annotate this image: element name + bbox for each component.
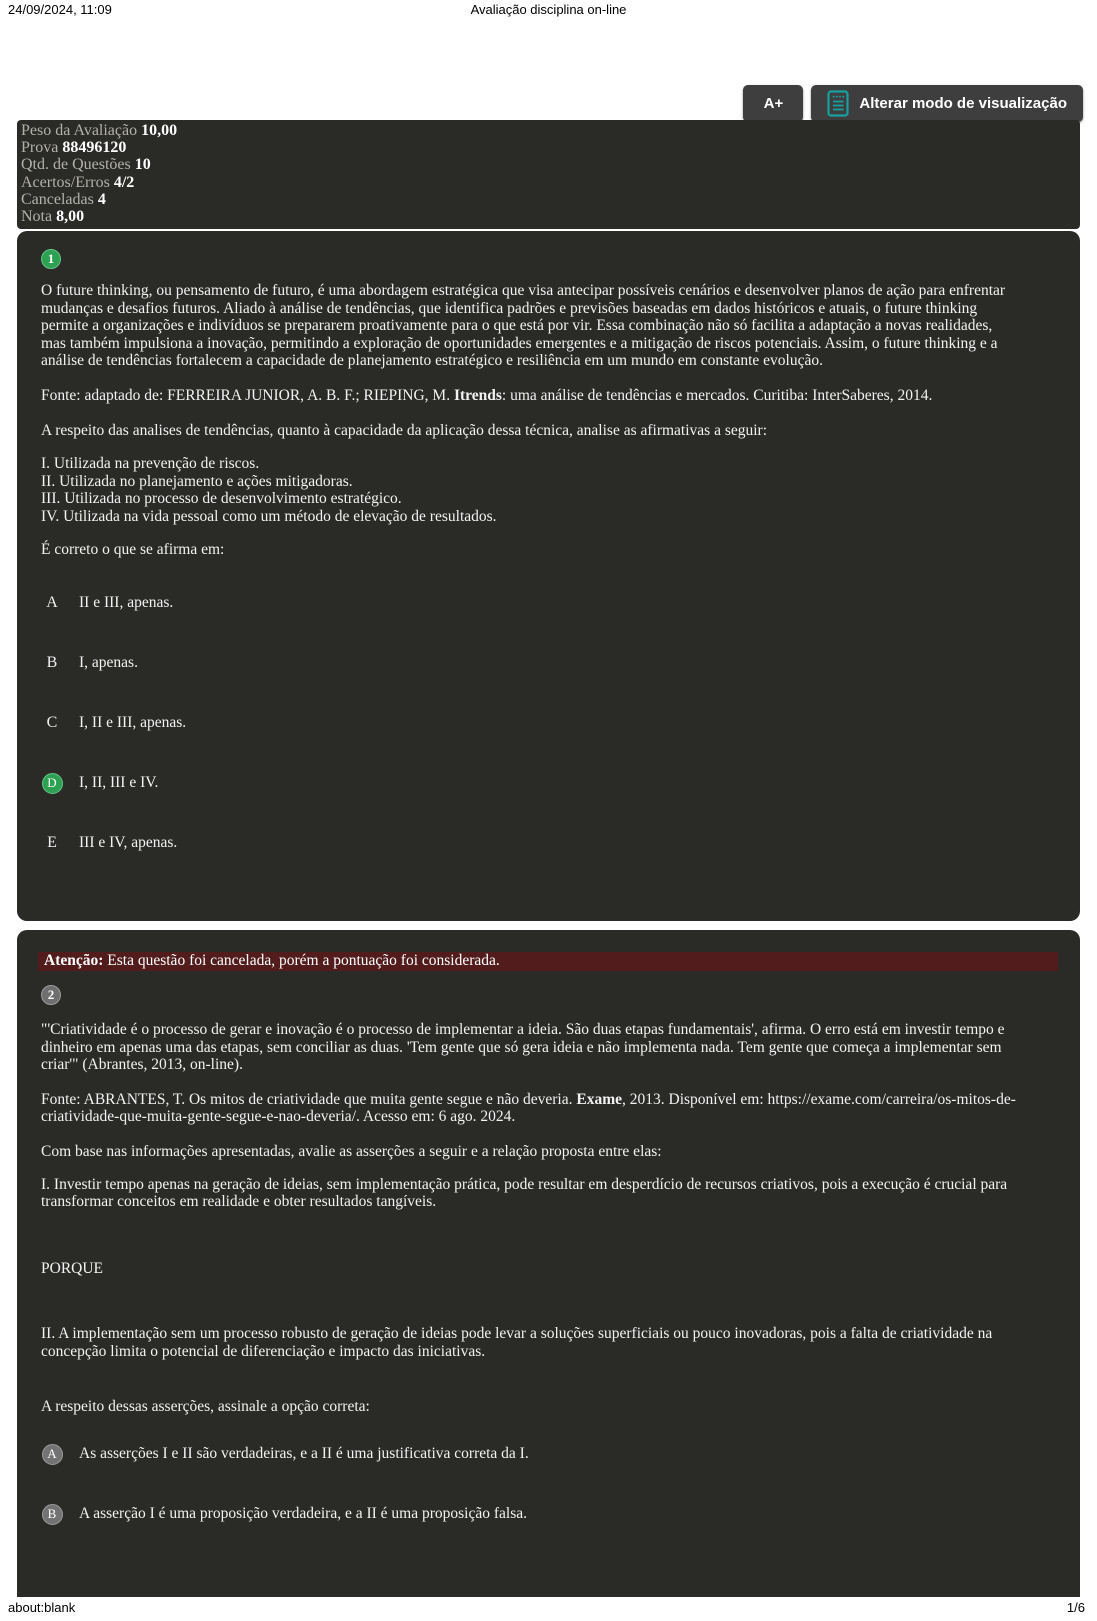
summary-label: Peso da Avaliação (21, 122, 138, 139)
question-1-closing: É correto o que se afirma em: (41, 540, 225, 558)
option-b[interactable] (41, 652, 1020, 674)
summary-row (21, 208, 1072, 225)
summary-label: Prova (21, 139, 59, 157)
option-text: III e IV, apenas. (79, 834, 178, 852)
summary-row (21, 122, 1072, 139)
option-letter: C (46, 714, 58, 732)
summary-label: Qtd. de Questões (21, 156, 131, 174)
footer-url: about:blank (8, 1600, 76, 1615)
question-1-intro: O future thinking, ou pensamento de futuro, é uma abordagem estratégica que visa antecipar possíveis cenários e desenvolver planos de ação para enfrentar mudanças e desafios futuros. Aliado à análise de tendências, que identifica padrões e previsões baseadas em dados históricos e atuais, o future thinking permite a organizações e indivíduos se prepararem proativamente para o que está por vir. Essa combinação não só facilita a adaptação a novas realidades, mas também impulsiona a inovação, permitindo a exploração de oportunidades emergentes e a mitigação de riscos potenciais. Assim, o future thinking e a análise de tendências fortalecem a capacidade de planejamento estratégico e resiliência em um mundo em constante evolução. (41, 282, 1006, 370)
summary-value: 8,00 (56, 208, 85, 226)
option-text: II e III, apenas. (79, 594, 174, 612)
cancelled-question-notice (38, 952, 1058, 971)
question-2-prompt: Com base nas informações apresentadas, avalie as asserções a seguir e a relação proposta entre elas: (41, 1142, 662, 1160)
option-text: As asserções I e II são verdadeiras, e a II é uma justificativa correta da I. (79, 1445, 529, 1463)
option-letter: A (46, 594, 58, 612)
option-d-selected[interactable] (41, 772, 1020, 794)
source-text: Fonte: ABRANTES, T. Os mitos de criatividade que muita gente segue e não deveria. (41, 1090, 577, 1108)
selected-answer-badge: D (42, 773, 63, 794)
document-list-icon (827, 90, 849, 117)
assertion-connector: PORQUE (41, 1259, 104, 1277)
source-text: : uma análise de tendências e mercados. Curitiba: InterSaberes, 2014. (501, 386, 933, 404)
print-footer (0, 1600, 1097, 1618)
source-title-bold: Itrends (453, 386, 502, 404)
notice-text: Esta questão foi cancelada, porém a pontuação foi considerada. (103, 952, 500, 969)
print-title: Avaliação disciplina on-line (470, 2, 627, 17)
question-2-closing: A respeito dessas asserções, assinale a opção correta: (41, 1397, 370, 1415)
summary-label: Acertos/Erros (21, 173, 110, 191)
print-header (0, 2, 1097, 20)
source-text: , 2013. Disponível em: https://exame.com/carreira/os-mitos-de-criatividade-que-muita-gente-segue-e-nao-deveria/. Acesso em: 6 ago. 2024. (41, 1090, 1016, 1126)
statement-item: III. Utilizada no processo de desenvolvimento estratégico. (41, 490, 402, 508)
question-2-options (41, 1443, 1020, 1525)
summary-label: Canceladas (21, 190, 94, 208)
source-text: Fonte: adaptado de: FERREIRA JUNIOR, A. B. F.; RIEPING, M. (41, 386, 454, 404)
option-badge: A (42, 1444, 63, 1465)
option-letter: B (46, 654, 58, 672)
option-e[interactable] (41, 832, 1020, 854)
question-1-card (17, 231, 1080, 921)
option-letter: E (47, 834, 57, 852)
summary-value: 88496120 (62, 139, 127, 157)
statement-item: IV. Utilizada na vida pessoal como um método de elevação de resultados. (41, 507, 497, 525)
question-2-intro: "'Criatividade é o processo de gerar e inovação é o processo de implementar a ideia. São duas etapas fundamentais', afirma. O erro está em investir tempo e dinheiro em apenas uma das etapas, sem conciliar as duas. 'Tem gente que só gera ideia e não implementa nada. Tem gente que começa a implementar sem criar'" (Abrantes, 2013, on-line). (41, 1021, 1005, 1074)
notice-bold: Atenção: (44, 952, 104, 969)
question-1-number-badge: 1 (41, 249, 61, 269)
summary-row (21, 191, 1072, 208)
exam-content (17, 120, 1080, 1597)
source-title-bold: Exame (576, 1090, 622, 1108)
question-1-prompt: A respeito das analises de tendências, quanto à capacidade da aplicação dessa técnica, analise as afirmativas a seguir: (41, 421, 768, 439)
toolbar (743, 85, 1083, 122)
option-text: I, apenas. (79, 654, 138, 672)
option-text: A asserção I é uma proposição verdadeira, e a II é uma proposição falsa. (79, 1505, 528, 1523)
question-2-number-badge: 2 (41, 985, 61, 1005)
summary-value: 4/2 (113, 173, 135, 191)
option-b[interactable] (41, 1503, 1020, 1525)
question-1-options (41, 592, 1020, 854)
assertion-2: II. A implementação sem um processo robusto de geração de ideias pode levar a soluções superficiais ou pouco inovadoras, pois a falta de criatividade na concepção limita o potencial de diferenciação e impacto das iniciativas. (41, 1325, 993, 1360)
statement-item: I. Utilizada na prevenção de riscos. (41, 455, 260, 473)
change-view-mode-button[interactable] (811, 85, 1083, 122)
option-badge: B (42, 1504, 63, 1525)
option-text: I, II, III e IV. (79, 774, 159, 792)
summary-row (21, 139, 1072, 156)
question-2-source (41, 1091, 1020, 1126)
option-a[interactable] (41, 592, 1020, 614)
print-datetime: 24/09/2024, 11:09 (8, 2, 112, 17)
change-view-mode-label: Alterar modo de visualização (859, 95, 1067, 112)
question-1-statements (41, 455, 1020, 525)
statement-item: II. Utilizada no planejamento e ações mitigadoras. (41, 472, 353, 490)
footer-page-number: 1/6 (1066, 1600, 1085, 1615)
summary-row (21, 174, 1072, 191)
option-text: I, II e III, apenas. (79, 714, 187, 732)
question-1-source (41, 387, 1020, 405)
assertion-1: I. Investir tempo apenas na geração de ideias, sem implementação prática, pode resultar em desperdício de recursos criativos, pois a execução é crucial para transformar conceitos em realidade e obter resultados tangíveis. (41, 1175, 1008, 1211)
summary-value: 10 (134, 156, 151, 174)
option-a[interactable] (41, 1443, 1020, 1465)
summary-value: 10,00 (141, 122, 178, 139)
option-c[interactable] (41, 712, 1020, 734)
summary-row (21, 156, 1072, 173)
summary-label: Nota (21, 208, 53, 226)
font-increase-button[interactable]: A+ (743, 85, 803, 122)
question-2-card (17, 930, 1080, 1597)
exam-summary-block (17, 120, 1080, 229)
summary-value: 4 (97, 190, 106, 208)
